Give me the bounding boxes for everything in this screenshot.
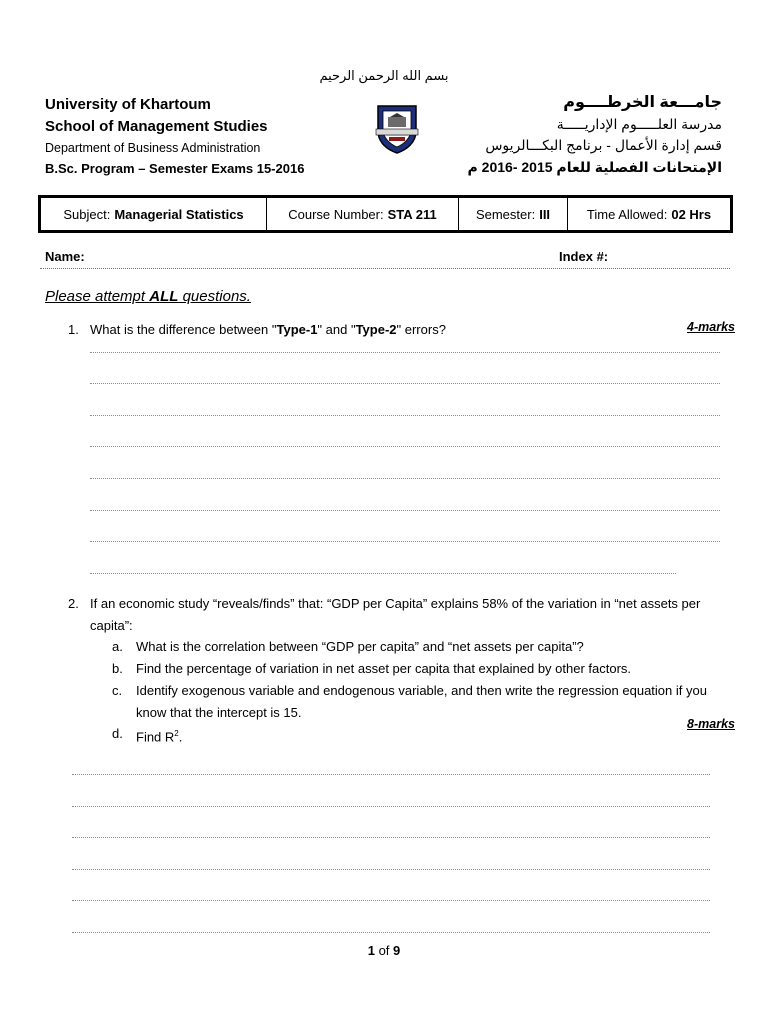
answer-line[interactable] [72,774,710,775]
part-text: What is the correlation between “GDP per capita” and “net assets per capita”? [136,639,584,654]
question-2-marks: 8-marks [687,717,735,731]
time-allowed-cell [568,198,730,230]
question-text-part: " errors? [396,322,446,337]
part-label: d. [112,726,123,741]
part-label: c. [112,683,123,698]
answer-line[interactable] [90,478,720,479]
page-number [0,943,768,958]
part-label: a. [112,639,123,654]
question-number: 2. [68,596,79,611]
answer-line[interactable] [72,900,710,901]
semester-cell [459,198,568,230]
instructions [45,288,251,305]
total-pages: 9 [393,943,401,958]
university-name-en: University of Khartoum [45,96,211,113]
part-text: Find the percentage of variation in net asset per capita that explained by other factors. [136,661,632,676]
semester-value: III [539,206,551,222]
instructions-post: questions. [178,288,251,305]
type-1-term: Type-1 [276,322,318,337]
answer-line[interactable] [90,541,720,542]
answer-line[interactable] [72,869,710,870]
part-text-end: . [178,729,183,745]
type-2-term: Type-2 [355,322,397,337]
answer-line[interactable] [90,573,676,574]
time-allowed-value: 02 Hrs [671,206,712,222]
question-text [90,319,446,341]
instructions-emph: ALL [149,288,179,305]
course-number-value: STA 211 [387,206,437,222]
time-allowed-label: Time Allowed: [586,206,668,222]
current-page: 1 [367,943,375,958]
exam-title-ar: الإمتحانات الفصلية للعام 2015 -2016 م [467,159,722,175]
answer-line[interactable] [72,932,710,933]
subject-cell [41,198,267,230]
answer-line[interactable] [90,352,720,353]
question-text: If an economic study “reveals/finds” that: “GDP per Capita” explains 58% of the variation in “net assets per capita”: [90,596,701,633]
part-text-main: Find R [136,729,175,745]
exam-info-box [38,195,733,233]
school-name-en: School of Management Studies [45,118,268,135]
question-number: 1. [68,322,79,337]
question-text-part: " and " [317,322,356,337]
instructions-pre: Please attempt [45,288,150,305]
r-squared-superscript: 2 [174,729,179,738]
part-text: Identify exogenous variable and endogenous variable, and then write the regression equation if you know that the intercept is 15. [136,683,707,720]
answer-line[interactable] [90,510,720,511]
header-arabic [402,92,722,178]
answer-line[interactable] [90,415,720,416]
program-name-en: B.Sc. Program – Semester Exams 15-2016 [45,161,305,176]
course-number-cell [267,198,459,230]
basmala-heading: بسم الله الرحمن الرحيم [319,68,449,83]
department-name-en: Department of Business Administration [45,141,261,155]
answer-line[interactable] [72,806,710,807]
part-text [136,723,726,748]
department-name-ar: قسم إدارة الأعمال - برنامج البكـــالريوس [485,137,722,153]
header-english [45,94,365,179]
name-entry-line[interactable] [40,268,730,269]
university-name-ar: جامـــعة الخرطــــوم [563,94,722,111]
page-of: of [378,943,390,958]
subject-label: Subject: [63,206,111,222]
question-text-part: What is the difference between " [90,322,277,337]
course-number-label: Course Number: [288,206,384,222]
subject-value: Managerial Statistics [114,206,244,222]
question-1-marks: 4-marks [687,320,735,334]
semester-label: Semester: [475,206,536,222]
answer-line[interactable] [72,837,710,838]
answer-line[interactable] [90,383,720,384]
index-label: Index #: [559,249,609,264]
name-label: Name: [45,249,85,264]
school-name-ar: مدرسة العلـــــوم الإداريـــــة [556,116,722,132]
part-label: b. [112,661,123,676]
answer-line[interactable] [90,446,720,447]
